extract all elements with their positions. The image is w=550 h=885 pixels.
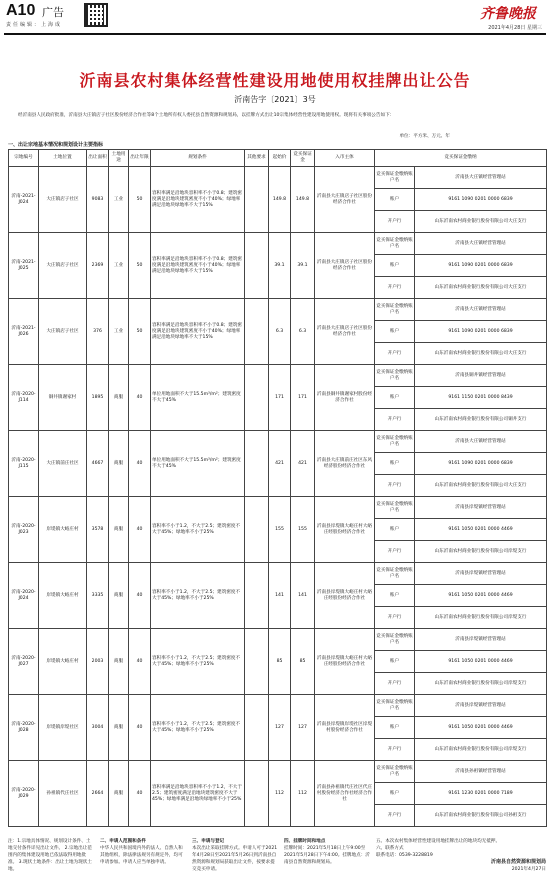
cell-location: 岸堤镇大峪庄村	[39, 563, 87, 629]
signing-date: 2021年4月27日	[511, 867, 546, 872]
header-other: 其他要求	[245, 150, 269, 167]
notice-title: 沂南县农村集体经营性建设用地使用权挂牌出让公告	[79, 71, 471, 90]
cell-deposit: 155	[291, 497, 315, 563]
cell-years: 40	[129, 761, 151, 827]
cell-pay-label: 账户	[375, 453, 415, 475]
cell-pay-value: 山东沂南农村商业银行股份有限公司岸堤支行	[415, 607, 547, 629]
table-row	[9, 233, 547, 255]
cell-use: 商服	[109, 761, 129, 827]
header-start-price: 起始价	[269, 150, 291, 167]
cell-pay-value: 9161 1150 0201 0000 8439	[415, 387, 547, 409]
cell-area: 3335	[87, 563, 109, 629]
cell-years: 40	[129, 431, 151, 497]
cell-pay-value: 山东沂南农村商业银行股份有限公司大庄支行	[415, 343, 547, 365]
cell-pay-label: 竞买保证金缴纳账户名	[375, 695, 415, 717]
cell-area: 3004	[87, 695, 109, 761]
cell-location: 大庄镇前庄社区	[39, 431, 87, 497]
masthead	[0, 0, 550, 36]
editor-line: 责任编辑：上海成	[6, 22, 63, 28]
cell-other	[245, 431, 269, 497]
cell-pay-label: 竞买保证金缴纳账户名	[375, 431, 415, 453]
cell-pay-label: 账户	[375, 585, 415, 607]
cell-parcel-id: 沂南-2020-J027	[9, 629, 39, 695]
cell-pay-value: 山东沂南农村商业银行股份有限公司大庄支行	[415, 277, 547, 299]
cell-use: 商服	[109, 563, 129, 629]
cell-use: 商服	[109, 431, 129, 497]
cell-pay-value: 9161 1050 0201 0000 4469	[415, 585, 547, 607]
cell-pay-value: 9161 1050 0201 0000 4469	[415, 717, 547, 739]
cell-years: 40	[129, 695, 151, 761]
page-number: A10	[6, 2, 36, 19]
cell-deposit: 421	[291, 431, 315, 497]
cell-parcel-id: 沂南-2020-J115	[9, 431, 39, 497]
cell-plan: 容积率不小于1.2，不大于2.5；建筑密度不大于45%；绿地率不小于25%	[151, 629, 245, 695]
cell-location: 铜井镇谢家村	[39, 365, 87, 431]
cell-other	[245, 299, 269, 365]
cell-years: 50	[129, 299, 151, 365]
masthead-rule	[4, 33, 546, 35]
cell-entity: 沂南县大庄镇前庄社区东风经济股份经济合作社	[315, 431, 375, 497]
cell-area: 3578	[87, 497, 109, 563]
cell-years: 40	[129, 629, 151, 695]
footer-registration-heading: 三、申请与登记	[192, 839, 225, 844]
cell-pay-label: 竞买保证金缴纳账户名	[375, 629, 415, 651]
cell-start-price: 171	[269, 365, 291, 431]
cell-plan: 单位用地面积不大于15.5m³/m²；建筑密度不大于45%	[151, 431, 245, 497]
footer-applicants	[100, 838, 186, 884]
cell-deposit: 85	[291, 629, 315, 695]
footer-notes-text: 注：1.宗地具体情况、规划设计条件、土地交付条件详见出让文件。 2.宗地出让范围内的集体建设用地已依法取得用地批准。 3.现状土地条件：出让土地为现状土地。	[8, 839, 92, 872]
section-heading: 一、出让宗地基本情况和规划设计主要指标	[8, 142, 104, 148]
cell-start-price: 6.3	[269, 299, 291, 365]
table-row	[9, 365, 547, 387]
cell-location: 大庄镇店子社区	[39, 299, 87, 365]
cell-pay-value: 沂南县岸堤镇经营管理站	[415, 695, 547, 717]
cell-pay-label: 开户行	[375, 475, 415, 497]
cell-other	[245, 695, 269, 761]
footer-applicants-heading: 二、申请人范围和条件	[100, 839, 146, 844]
cell-use: 商服	[109, 497, 129, 563]
cell-area: 376	[87, 299, 109, 365]
cell-pay-value: 沂南县大庄镇经营管理站	[415, 233, 547, 255]
cell-pay-label: 开户行	[375, 805, 415, 827]
cell-pay-value: 山东沂南农村商业银行股份有限公司大庄支行	[415, 475, 547, 497]
cell-plan: 容积率满足沿地块容积率不小于0.8；建筑密度满足沿地块建筑密度不小于40%；绿地率满足沿地块绿地率不大于15%	[151, 299, 245, 365]
cell-entity: 沂南县铜井镇谢家村股份经济合作社	[315, 365, 375, 431]
cell-deposit: 127	[291, 695, 315, 761]
cell-entity: 沂南县岸堤镇大峪庄村大峪庄经股份经济合作社	[315, 629, 375, 695]
cell-use: 工业	[109, 167, 129, 233]
cell-parcel-id: 沂南-2021-J026	[9, 299, 39, 365]
cell-other	[245, 365, 269, 431]
table-row	[9, 299, 547, 321]
cell-years: 40	[129, 563, 151, 629]
cell-deposit: 39.1	[291, 233, 315, 299]
footer-mortgage-text: 五、本次农村集体经营性建设用地挂牌出让的地块均无抵押。	[376, 839, 501, 844]
cell-pay-value: 9161 1050 0201 0000 4469	[415, 651, 547, 673]
cell-parcel-id: 沂南-2021-J025	[9, 233, 39, 299]
cell-start-price: 39.1	[269, 233, 291, 299]
table-row	[9, 629, 547, 651]
cell-pay-value: 沂南县岸堤镇经营管理站	[415, 497, 547, 519]
footer-listing-heading: 四、挂牌时间和地点	[284, 839, 326, 844]
cell-plan: 单位用地面积不大于15.5m³/m²；建筑密度不大于45%	[151, 365, 245, 431]
table-row	[9, 431, 547, 453]
cell-use: 商服	[109, 629, 129, 695]
signing-organization: 沂南县自然资源和规划局	[490, 859, 546, 865]
cell-deposit: 149.8	[291, 167, 315, 233]
cell-other	[245, 167, 269, 233]
cell-use: 商服	[109, 365, 129, 431]
cell-pay-value: 沂南县孙祖镇经营管理站	[415, 761, 547, 783]
cell-area: 2369	[87, 233, 109, 299]
footer-contact-text: 六、联系方式 联系电话：0539-3228819	[376, 846, 433, 858]
footer-registration-text: 本次出让采取挂牌方式。申请人可于2021年4月28日至2021年5月26日到沂南县自然资源和规划局获取出让文件，按要求提交竞买申请。	[192, 846, 278, 872]
table-row	[9, 761, 547, 783]
table-header-row	[9, 150, 547, 167]
cell-area: 1895	[87, 365, 109, 431]
cell-pay-value: 沂南县大庄镇经营管理站	[415, 167, 547, 189]
footer-applicants-text: 中华人民共和国境内外的法人、自然人和其他组织，除法律法规另有规定外，均可申请参加。申请人应当单独申请。	[100, 846, 183, 865]
cell-location: 孙祖镇代庄社区	[39, 761, 87, 827]
cell-use: 商服	[109, 695, 129, 761]
header-location: 土地位置	[39, 150, 87, 167]
qr-code-icon	[84, 3, 108, 27]
section-name: 广告	[42, 6, 64, 19]
cell-pay-value: 9161 1050 0201 0000 4469	[415, 519, 547, 541]
table-row	[9, 563, 547, 585]
cell-plan: 容积率满足沿地块容积率不小于0.8；建筑密度满足沿地块建筑密度不小于40%；绿地率满足沿地块绿地率不大于15%	[151, 167, 245, 233]
cell-entity: 沂南县大庄镇店子社区股份经济合作社	[315, 233, 375, 299]
cell-plan: 容积率满足沿地块容积率不小于1.2，不大于2.5；建筑密度满足沿地块建筑密度不大于45%；绿地率满足沿地块绿地率不小于25%	[151, 761, 245, 827]
cell-pay-label: 开户行	[375, 343, 415, 365]
cell-pay-label: 开户行	[375, 739, 415, 761]
cell-plan: 容积率不小于1.2，不大于2.5；建筑密度不大于45%；绿地率不小于25%	[151, 563, 245, 629]
notice-doc-number: 沂南告字〔2021〕3号	[234, 95, 316, 104]
table-row	[9, 497, 547, 519]
cell-pay-label: 竞买保证金缴纳账户名	[375, 497, 415, 519]
cell-start-price: 155	[269, 497, 291, 563]
cell-entity: 沂南县岸堤镇岸堤社区岸堤村股份经济合作社	[315, 695, 375, 761]
cell-deposit: 141	[291, 563, 315, 629]
cell-pay-label: 账户	[375, 321, 415, 343]
cell-pay-value: 9161 1090 0201 0000 6839	[415, 453, 547, 475]
cell-pay-value: 山东沂南农村商业银行股份有限公司岸堤支行	[415, 541, 547, 563]
cell-pay-label: 开户行	[375, 673, 415, 695]
cell-start-price: 112	[269, 761, 291, 827]
cell-start-price: 149.8	[269, 167, 291, 233]
cell-start-price: 141	[269, 563, 291, 629]
cell-parcel-id: 沂南-2020-J024	[9, 563, 39, 629]
cell-location: 岸堤镇岸堤社区	[39, 695, 87, 761]
cell-pay-label: 账户	[375, 651, 415, 673]
cell-plan: 容积率不小于1.2，不大于2.5；建筑密度不大于45%；绿地率不小于25%	[151, 497, 245, 563]
cell-location: 岸堤镇大峪庄村	[39, 497, 87, 563]
cell-pay-label: 竞买保证金缴纳账户名	[375, 233, 415, 255]
cell-area: 9083	[87, 167, 109, 233]
cell-other	[245, 629, 269, 695]
cell-deposit: 171	[291, 365, 315, 431]
cell-location: 大庄镇店子社区	[39, 167, 87, 233]
header-deposit-payment: 竞买保证金缴纳	[375, 150, 547, 167]
cell-entity: 沂南县大庄镇店子社区股份经济合作社	[315, 167, 375, 233]
cell-start-price: 127	[269, 695, 291, 761]
cell-location: 大庄镇店子社区	[39, 233, 87, 299]
header-years: 出让年限	[129, 150, 151, 167]
cell-pay-label: 账户	[375, 387, 415, 409]
cell-pay-label: 竞买保证金缴纳账户名	[375, 563, 415, 585]
header-deposit: 竞买保证金	[291, 150, 315, 167]
cell-area: 2003	[87, 629, 109, 695]
cell-pay-value: 沂南县大庄镇经营管理站	[415, 299, 547, 321]
cell-pay-value: 沂南县岸堤镇经营管理站	[415, 629, 547, 651]
cell-pay-label: 账户	[375, 189, 415, 211]
cell-pay-value: 9161 1090 0201 0000 6839	[415, 189, 547, 211]
cell-years: 50	[129, 167, 151, 233]
notice-footer	[8, 838, 546, 884]
cell-pay-label: 账户	[375, 717, 415, 739]
cell-pay-label: 竞买保证金缴纳账户名	[375, 365, 415, 387]
cell-plan: 容积率不小于1.2，不大于2.5；建筑密度不大于45%；绿地率不小于25%	[151, 695, 245, 761]
cell-deposit: 112	[291, 761, 315, 827]
footer-registration	[192, 838, 278, 884]
cell-entity: 沂南县孙祖镇代庄社区代庄村股份经济合作社经济合作社	[315, 761, 375, 827]
cell-years: 50	[129, 233, 151, 299]
table-row	[9, 695, 547, 717]
newspaper-logo: 齐鲁晚报	[480, 6, 536, 22]
cell-entity: 沂南县岸堤镇大峪庄村大峪庄经股份经济合作社	[315, 563, 375, 629]
cell-parcel-id: 沂南-2020-J023	[9, 497, 39, 563]
footer-notes	[8, 838, 94, 884]
cell-pay-label: 账户	[375, 519, 415, 541]
cell-pay-value: 山东沂南农村商业银行股份有限公司孙祖支行	[415, 805, 547, 827]
cell-plan: 容积率满足沿地块容积率不小于0.8；建筑密度满足沿地块建筑密度不小于40%；绿地率满足沿地块绿地率不大于15%	[151, 233, 245, 299]
cell-pay-label: 开户行	[375, 541, 415, 563]
cell-other	[245, 761, 269, 827]
cell-pay-value: 沂南县岸堤镇经营管理站	[415, 563, 547, 585]
cell-pay-value: 山东沂南农村商业银行股份有限公司大庄支行	[415, 211, 547, 233]
cell-pay-value: 山东沂南农村商业银行股份有限公司铜井支行	[415, 409, 547, 431]
cell-use: 工业	[109, 233, 129, 299]
cell-pay-value: 山东沂南农村商业银行股份有限公司岸堤支行	[415, 673, 547, 695]
cell-parcel-id: 沂南-2020-J114	[9, 365, 39, 431]
cell-location: 岸堤镇大峪庄村	[39, 629, 87, 695]
cell-pay-label: 开户行	[375, 607, 415, 629]
cell-entity: 沂南县岸堤镇大峪庄村大峪庄经股份经济合作社	[315, 497, 375, 563]
cell-pay-label: 开户行	[375, 277, 415, 299]
header-area: 出让面积	[87, 150, 109, 167]
cell-parcel-id: 沂南-2020-J028	[9, 695, 39, 761]
cell-pay-value: 山东沂南农村商业银行股份有限公司岸堤支行	[415, 739, 547, 761]
header-plan: 规划条件	[151, 150, 245, 167]
cell-years: 40	[129, 497, 151, 563]
cell-entity: 沂南县大庄镇店子社区股份经济合作社	[315, 299, 375, 365]
footer-listing-time	[284, 838, 370, 884]
cell-pay-label: 竞买保证金缴纳账户名	[375, 167, 415, 189]
header-parcel-id: 宗地编号	[9, 150, 39, 167]
notice-intro: 经沂南县人民政府批准，沂南县大庄镇店子社区股份经济合作社等8个土地所有权人委托县自然资源和规划局，以挂牌方式出让10宗集体经营性建设用地使用权。现将有关事项公告如下：	[18, 113, 395, 118]
cell-parcel-id: 沂南-2020-J029	[9, 761, 39, 827]
cell-pay-value: 9161 1090 0201 0000 6839	[415, 321, 547, 343]
cell-start-price: 421	[269, 431, 291, 497]
table-row	[9, 167, 547, 189]
cell-pay-label: 账户	[375, 783, 415, 805]
unit-line: 单位：平方米、万元、年	[399, 134, 450, 139]
cell-other	[245, 563, 269, 629]
issue-date: 2021年4月28日 星期三	[488, 25, 542, 31]
header-use: 土地用途	[109, 150, 129, 167]
footer-listing-text: 挂牌时间：2021年5月18日上午9:00至2021年5月28日下午4:00。挂牌地点：沂南县自然资源和规划局。	[284, 846, 370, 865]
cell-years: 40	[129, 365, 151, 431]
cell-parcel-id: 沂南-2021-J024	[9, 167, 39, 233]
cell-pay-label: 竞买保证金缴纳账户名	[375, 761, 415, 783]
cell-use: 工业	[109, 299, 129, 365]
header-entity: 入市主体	[315, 150, 375, 167]
cell-area: 2664	[87, 761, 109, 827]
cell-other	[245, 497, 269, 563]
cell-pay-value: 9161 1230 0201 0000 7189	[415, 783, 547, 805]
cell-start-price: 85	[269, 629, 291, 695]
cell-pay-label: 竞买保证金缴纳账户名	[375, 299, 415, 321]
cell-pay-label: 开户行	[375, 409, 415, 431]
cell-deposit: 6.3	[291, 299, 315, 365]
cell-other	[245, 233, 269, 299]
cell-pay-label: 账户	[375, 255, 415, 277]
cell-pay-label: 开户行	[375, 211, 415, 233]
cell-pay-value: 9161 1090 0201 0000 6839	[415, 255, 547, 277]
land-parcel-table	[8, 149, 547, 827]
cell-area: 4667	[87, 431, 109, 497]
cell-pay-value: 沂南县铜井镇经营管理站	[415, 365, 547, 387]
footer-contact	[376, 838, 546, 884]
cell-pay-value: 沂南县大庄镇经营管理站	[415, 431, 547, 453]
